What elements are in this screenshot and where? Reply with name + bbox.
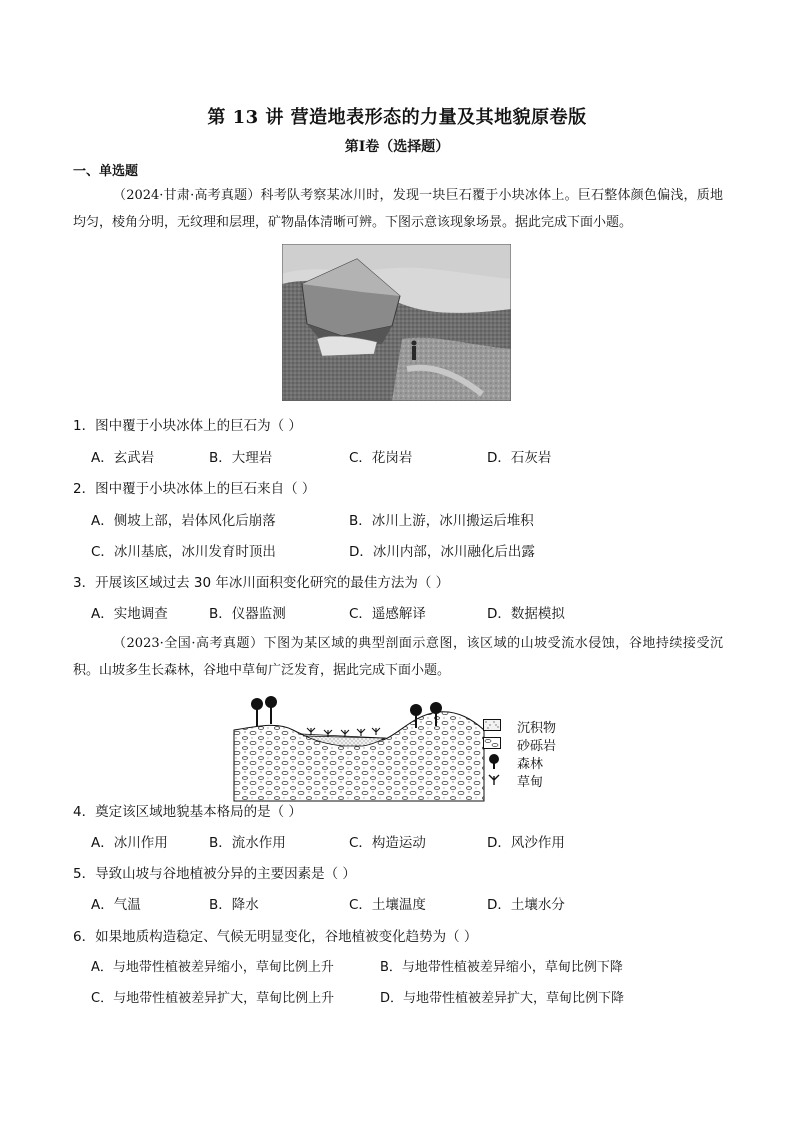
section-heading: 一、单选题 — [73, 164, 139, 179]
q6-option-c[interactable]: C．与地带性植被差异扩大，草甸比例上升 — [91, 991, 335, 1006]
question-3: 3．开展该区域过去 30 年冰川面积变化研究的最佳方法为（ ） — [73, 575, 450, 591]
question-6: 6．如果地质构造稳定、气候无明显变化，谷地植被变化趋势为（ ） — [73, 929, 478, 945]
q6-option-b[interactable]: B．与地带性植被差异缩小，草甸比例下降 — [380, 960, 623, 975]
q5-option-b[interactable]: B．降水 — [209, 897, 259, 913]
q2-option-a[interactable]: A．侧坡上部，岩体风化后崩落 — [91, 513, 276, 529]
question-2: 2．图中覆于小块冰体上的巨石来自（ ） — [73, 481, 316, 497]
q1-option-a[interactable]: A．玄武岩 — [91, 450, 155, 466]
diagram-legend — [483, 717, 573, 807]
group1-intro: （2024·甘肃·高考真题）科考队考察某冰川时，发现一块巨石覆于小块冰体上。巨石整体颜色偏浅，质地均匀，棱角分明，无纹理和层理，矿物晶体清晰可辨。下图示意该现象场景。据此完成下面小题。 — [73, 188, 723, 230]
q3-option-c[interactable]: C．遥感解译 — [349, 606, 426, 622]
cross-section-diagram — [233, 690, 485, 802]
legend-forest-label: 森林 — [517, 757, 544, 772]
q1-option-c[interactable]: C．花岗岩 — [349, 450, 413, 466]
q1-option-d[interactable]: D．石灰岩 — [487, 450, 552, 466]
q2-option-d[interactable]: D．冰川内部，冰川融化后出露 — [349, 544, 535, 560]
document-title: 第 13 讲 营造地表形态的力量及其地貌原卷版 — [207, 107, 587, 128]
question-5: 5．导致山坡与谷地植被分异的主要因素是（ ） — [73, 866, 356, 882]
question-4: 4．奠定该区域地貌基本格局的是（ ） — [73, 804, 302, 820]
legend-meadow-label: 草甸 — [517, 775, 544, 790]
legend-gravel-label: 砂砾岩 — [517, 739, 557, 754]
q5-option-a[interactable]: A．气温 — [91, 897, 141, 913]
q3-option-b[interactable]: B．仪器监测 — [209, 606, 286, 622]
sediment-swatch-icon — [483, 719, 501, 731]
q6-option-a[interactable]: A．与地带性植被差异缩小，草甸比例上升 — [91, 960, 334, 975]
group2-intro: （2023·全国·高考真题）下图为某区域的典型剖面示意图，该区域的山坡受流水侵蚀，谷地持续接受沉积。山坡多生长森林，谷地中草甸广泛发育，据此完成下面小题。 — [73, 636, 723, 678]
q4-option-a[interactable]: A．冰川作用 — [91, 835, 168, 851]
glacier-boulder-photo — [282, 244, 511, 401]
q4-option-b[interactable]: B．流水作用 — [209, 835, 286, 851]
grass-icon — [485, 772, 503, 786]
document-subtitle: 第Ⅰ卷（选择题） — [344, 139, 450, 155]
q4-option-c[interactable]: C．构造运动 — [349, 835, 426, 851]
q5-option-c[interactable]: C．土壤温度 — [349, 897, 426, 913]
q4-option-d[interactable]: D．风沙作用 — [487, 835, 565, 851]
q2-option-b[interactable]: B．冰川上游，冰川搬运后堆积 — [349, 513, 534, 529]
q5-option-d[interactable]: D．土壤水分 — [487, 897, 565, 913]
legend-sediment-label: 沉积物 — [517, 721, 557, 736]
q3-option-d[interactable]: D．数据模拟 — [487, 606, 565, 622]
question-1: 1．图中覆于小块冰体上的巨石为（ ） — [73, 418, 302, 434]
tree-icon — [485, 753, 503, 769]
q6-option-d[interactable]: D．与地带性植被差异扩大，草甸比例下降 — [380, 991, 625, 1006]
q2-option-c[interactable]: C．冰川基底，冰川发育时顶出 — [91, 544, 276, 560]
gravel-swatch-icon — [483, 737, 501, 749]
q1-option-b[interactable]: B．大理岩 — [209, 450, 273, 466]
q3-option-a[interactable]: A．实地调查 — [91, 606, 168, 622]
